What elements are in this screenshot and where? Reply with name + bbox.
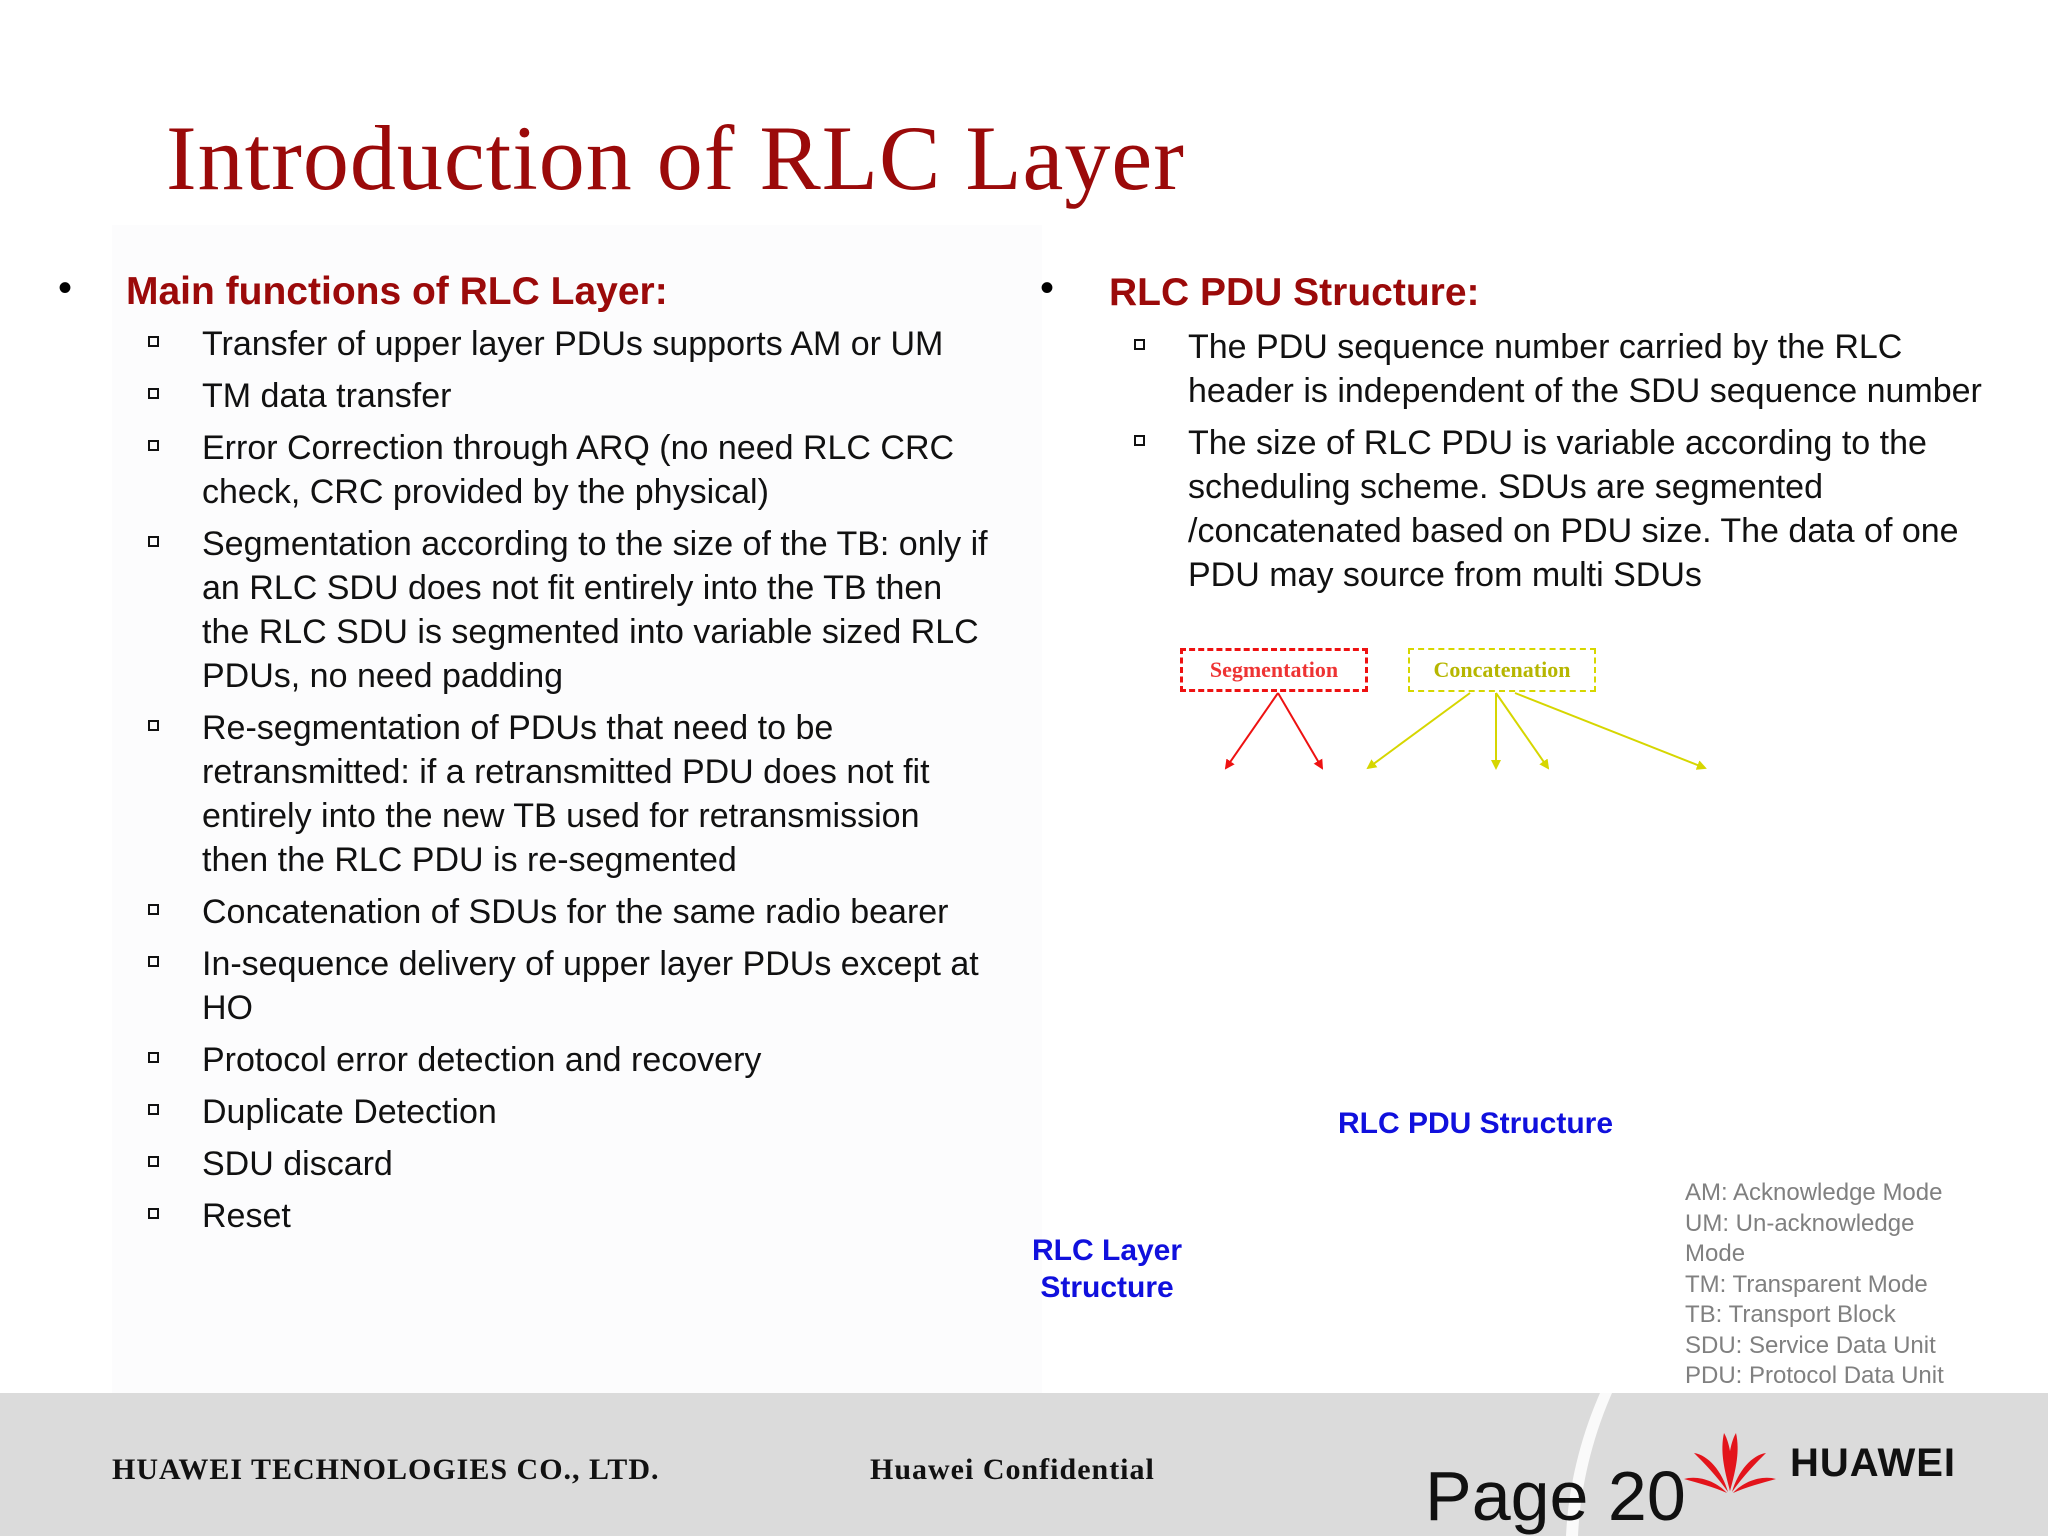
right-heading: RLC PDU Structure: [1109,271,1480,314]
abbreviation-legend [1685,1178,1944,1392]
list-item-text: TM data transfer [202,377,452,415]
list-item-text: Protocol error detection and recovery [202,1041,762,1079]
abbreviation-line: UM: Un-acknowledge [1685,1209,1915,1237]
huawei-logo-icon [1680,1429,1780,1499]
segmentation-arrow [1226,693,1278,768]
segmentation-arrows [1226,693,1322,768]
bullet-dot: • [1040,266,1055,310]
list-item-text: The size of RLC PDU is variable according to the scheduling scheme. SDUs are segmented /concatenated based on PDU size. The data of one PDU may source from multi SDUs [1188,424,1959,594]
list-item-text: Transfer of upper layer PDUs supports AM or UM [202,325,944,363]
abbreviation-line: TM: Transparent Mode [1685,1270,1928,1298]
huawei-brand: HUAWEI [1790,1441,1956,1485]
segmentation-label: Segmentation [1209,657,1339,682]
layer-structure-caption [1032,1232,1182,1306]
concatenation-label: Concatenation [1433,657,1571,682]
list-item-text: The PDU sequence number carried by the RLC header is independent of the SDU sequence number [1188,328,1982,410]
list-item-text: Duplicate Detection [202,1093,497,1131]
footer-confidential: Huawei Confidential [870,1453,1155,1486]
concatenation-arrow [1496,693,1548,768]
left-heading: Main functions of RLC Layer: [126,270,668,313]
list-item-text: Reset [202,1197,291,1235]
concatenation-arrow [1515,693,1705,768]
list-item-text: Segmentation according to the size of the TB: only if an RLC SDU does not fit entirely into the TB then the RLC SDU is segmented into variable sized RLC PDUs, no need padding [202,525,988,695]
abbreviation-line: SDU: Service Data Unit [1685,1331,1936,1359]
bullet-dot: • [58,266,73,310]
list-item-text: Concatenation of SDUs for the same radio bearer [202,893,949,931]
concatenation-arrows [1368,693,1705,768]
list-item-text: In-sequence delivery of upper layer PDUs except at HO [202,945,979,1027]
list-item-text: Error Correction through ARQ (no need RLC CRC check, CRC provided by the physical) [202,429,955,511]
footer-bar [0,1393,2048,1536]
list-item-text: Re-segmentation of PDUs that need to be retransmitted: if a retransmitted PDU does not fit entirely into the new TB used for retransmission then the RLC PDU is re-segmented [202,709,930,879]
layer-structure-caption-line: Structure [1040,1271,1174,1304]
list-item-text: SDU discard [202,1145,393,1183]
abbreviation-line: AM: Acknowledge Mode [1685,1179,1943,1206]
slide-title: Introduction of RLC Layer [166,107,1185,209]
layer-structure-caption-line: RLC Layer [1032,1234,1183,1267]
pdu-structure-caption: RLC PDU Structure [1338,1107,1614,1140]
abbreviation-line: PDU: Protocol Data Unit [1685,1362,1944,1389]
page-number: Page 20 [1425,1457,1686,1535]
abbreviation-line: TB: Transport Block [1685,1301,1896,1328]
concatenation-arrow [1368,693,1470,768]
abbreviation-line: Mode [1685,1240,1746,1267]
segmentation-arrow [1278,693,1322,768]
footer-company: HUAWEI TECHNOLOGIES CO., LTD. [112,1453,660,1486]
